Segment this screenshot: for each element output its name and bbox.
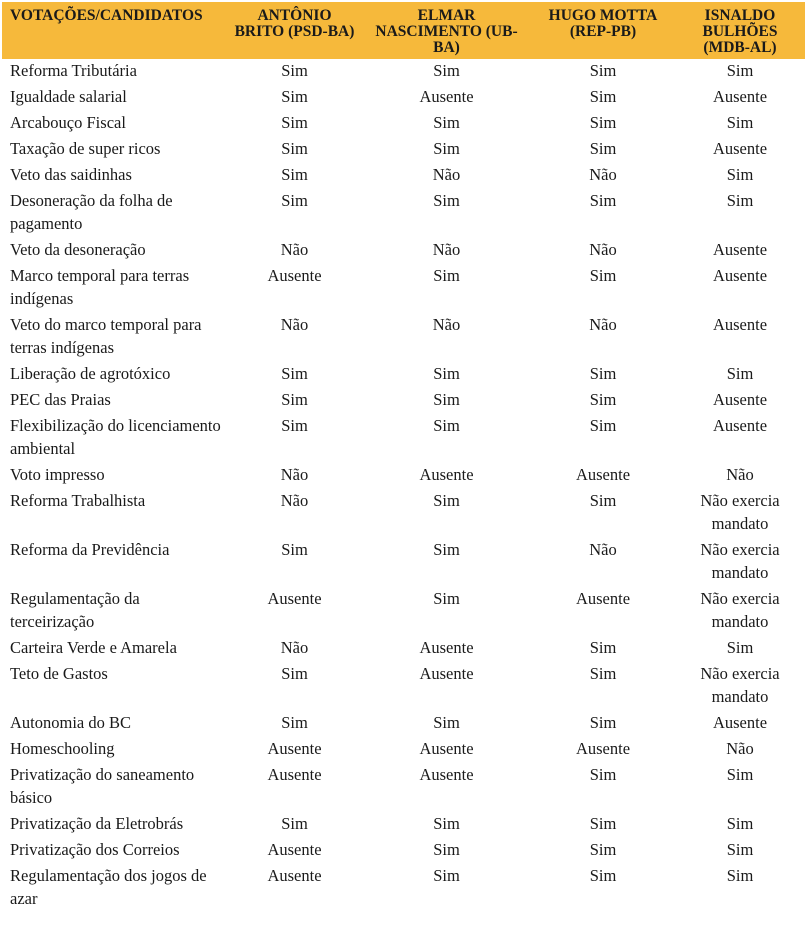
vote-topic: Homeschooling	[10, 739, 115, 758]
vote-cell: Ausente	[712, 139, 768, 158]
table-row	[2, 864, 805, 913]
vote-cell: Sim	[726, 113, 754, 132]
vote-topic: PEC das Praias	[10, 390, 111, 409]
vote-cell: Não	[432, 165, 461, 184]
vote-topic: Autonomia do BC	[10, 713, 132, 732]
vote-cell: Sim	[589, 664, 617, 683]
vote-topic: Regulamentação dos jogos de azar	[10, 866, 207, 908]
vote-cell: Ausente	[712, 416, 768, 435]
vote-cell: Sim	[433, 390, 460, 409]
vote-cell: Não exercia mandato	[700, 664, 780, 706]
table-row	[2, 264, 805, 313]
vote-cell: Sim	[433, 139, 460, 158]
table-row	[2, 414, 805, 463]
votes-table	[2, 2, 805, 913]
vote-cell: Sim	[281, 713, 308, 732]
table-row	[2, 763, 805, 812]
vote-topic: Regulamentação da terceirização	[10, 589, 140, 631]
vote-cell: Sim	[726, 191, 754, 210]
vote-cell: Ausente	[575, 739, 631, 758]
table-row	[2, 711, 805, 737]
vote-cell: Não exercia mandato	[700, 491, 780, 533]
vote-cell: Não	[432, 240, 461, 259]
vote-cell: Ausente	[419, 765, 474, 784]
table-row	[2, 85, 805, 111]
vote-cell: Não	[589, 540, 617, 559]
vote-topic: Desoneração da folha de pagamento	[10, 191, 173, 233]
vote-cell: Ausente	[575, 465, 631, 484]
vote-cell: Sim	[726, 814, 754, 833]
vote-cell: Não exercia mandato	[700, 589, 780, 631]
vote-cell: Não	[589, 165, 617, 184]
vote-cell: Sim	[281, 664, 308, 683]
vote-topic: Reforma Trabalhista	[10, 491, 146, 510]
vote-cell: Sim	[281, 61, 308, 80]
vote-cell: Sim	[726, 840, 754, 859]
vote-topic: Voto impresso	[10, 465, 105, 484]
vote-cell: Ausente	[712, 240, 768, 259]
vote-cell: Sim	[589, 814, 617, 833]
vote-cell: Não	[432, 315, 461, 334]
vote-cell: Sim	[726, 765, 754, 784]
vote-cell: Ausente	[267, 866, 322, 885]
vote-cell: Sim	[281, 139, 308, 158]
table-row	[2, 636, 805, 662]
vote-cell: Sim	[281, 540, 308, 559]
vote-cell: Sim	[589, 139, 617, 158]
vote-cell: Sim	[433, 540, 460, 559]
table-row	[2, 538, 805, 587]
vote-cell: Sim	[281, 416, 308, 435]
table-row	[2, 238, 805, 264]
vote-cell: Não	[280, 240, 309, 259]
vote-cell: Sim	[433, 61, 460, 80]
vote-topic: Privatização dos Correios	[10, 840, 180, 859]
vote-cell: Sim	[433, 416, 460, 435]
vote-cell: Sim	[281, 191, 308, 210]
vote-cell: Sim	[433, 266, 460, 285]
header-cell: HUGO MOTTA (REP-PB)	[531, 2, 675, 59]
table-row	[2, 189, 805, 238]
vote-cell: Ausente	[267, 266, 322, 285]
table-row	[2, 163, 805, 189]
vote-cell: Sim	[589, 191, 617, 210]
vote-cell: Ausente	[419, 87, 474, 106]
vote-topic: Reforma da Previdência	[10, 540, 170, 559]
vote-cell: Ausente	[712, 87, 768, 106]
vote-topic: Flexibilização do licenciamento ambiental	[10, 416, 221, 458]
table-row	[2, 59, 805, 85]
vote-cell: Ausente	[267, 589, 322, 608]
vote-cell: Sim	[433, 191, 460, 210]
vote-cell: Sim	[589, 638, 617, 657]
vote-topic: Reforma Tributária	[10, 61, 137, 80]
vote-cell: Não	[280, 315, 309, 334]
vote-cell: Sim	[589, 713, 617, 732]
vote-cell: Ausente	[419, 739, 474, 758]
vote-cell: Sim	[433, 713, 460, 732]
vote-cell: Ausente	[267, 739, 322, 758]
vote-cell: Ausente	[419, 664, 474, 683]
vote-topic: Privatização do saneamento básico	[10, 765, 195, 807]
vote-cell: Sim	[589, 416, 617, 435]
vote-cell: Sim	[281, 814, 308, 833]
vote-cell: Não	[589, 315, 617, 334]
vote-cell: Sim	[589, 87, 617, 106]
vote-cell: Ausente	[267, 765, 322, 784]
vote-topic: Teto de Gastos	[10, 664, 108, 683]
table-row	[2, 838, 805, 864]
vote-cell: Não	[589, 240, 617, 259]
vote-cell: Ausente	[712, 713, 768, 732]
vote-cell: Sim	[281, 87, 308, 106]
vote-cell: Sim	[726, 866, 754, 885]
table-row	[2, 313, 805, 362]
vote-cell: Sim	[433, 866, 460, 885]
vote-cell: Ausente	[712, 390, 768, 409]
vote-topic: Veto do marco temporal para terras indígenas	[10, 315, 202, 357]
vote-cell: Sim	[589, 866, 617, 885]
table-row	[2, 463, 805, 489]
vote-cell: Não	[280, 465, 309, 484]
table-row	[2, 662, 805, 711]
vote-cell: Sim	[433, 814, 460, 833]
vote-topic: Taxação de super ricos	[10, 139, 161, 158]
table-row	[2, 111, 805, 137]
header-row	[2, 2, 805, 59]
vote-cell: Sim	[589, 491, 617, 510]
vote-topic: Carteira Verde e Amarela	[10, 638, 177, 657]
vote-cell: Sim	[281, 113, 308, 132]
vote-cell: Sim	[433, 491, 460, 510]
vote-cell: Sim	[433, 364, 460, 383]
vote-cell: Sim	[726, 61, 754, 80]
table-row	[2, 362, 805, 388]
header-cell: VOTAÇÕES/CANDIDATOS	[2, 2, 227, 59]
vote-cell: Sim	[589, 390, 617, 409]
vote-cell: Ausente	[267, 840, 322, 859]
table-body	[2, 59, 805, 913]
vote-cell: Sim	[589, 113, 617, 132]
vote-cell: Não	[726, 739, 754, 758]
vote-topic: Marco temporal para terras indígenas	[10, 266, 190, 308]
table-row	[2, 489, 805, 538]
vote-cell: Ausente	[712, 315, 768, 334]
vote-cell: Sim	[589, 266, 617, 285]
vote-cell: Ausente	[575, 589, 631, 608]
vote-cell: Não	[280, 491, 309, 510]
vote-cell: Sim	[589, 765, 617, 784]
header-cell: ISNALDO BULHÕES (MDB-AL)	[675, 2, 805, 59]
vote-cell: Não	[726, 465, 754, 484]
vote-cell: Sim	[281, 364, 308, 383]
header-cell: ANTÔNIO BRITO (PSD-BA)	[227, 2, 362, 59]
vote-cell: Sim	[726, 165, 754, 184]
table-row	[2, 587, 805, 636]
vote-cell: Ausente	[419, 465, 474, 484]
vote-topic: Veto da desoneração	[10, 240, 146, 259]
table-row	[2, 388, 805, 414]
vote-cell: Não exercia mandato	[700, 540, 780, 582]
vote-cell: Sim	[726, 364, 754, 383]
table-row	[2, 812, 805, 838]
vote-cell: Sim	[281, 390, 308, 409]
vote-cell: Não	[280, 638, 309, 657]
vote-topic: Liberação de agrotóxico	[10, 364, 171, 383]
vote-cell: Sim	[589, 840, 617, 859]
vote-cell: Ausente	[419, 638, 474, 657]
vote-cell: Sim	[433, 840, 460, 859]
vote-cell: Sim	[589, 61, 617, 80]
vote-cell: Sim	[433, 589, 460, 608]
vote-topic: Arcabouço Fiscal	[10, 113, 126, 132]
vote-cell: Ausente	[712, 266, 768, 285]
header-cell: ELMAR NASCIMENTO (UB-BA)	[362, 2, 531, 59]
vote-cell: Sim	[281, 165, 308, 184]
table-row	[2, 137, 805, 163]
vote-cell: Sim	[433, 113, 460, 132]
vote-cell: Sim	[589, 364, 617, 383]
vote-topic: Privatização da Eletrobrás	[10, 814, 184, 833]
vote-cell: Sim	[726, 638, 754, 657]
vote-topic: Veto das saidinhas	[10, 165, 132, 184]
table-row	[2, 737, 805, 763]
vote-topic: Igualdade salarial	[10, 87, 127, 106]
